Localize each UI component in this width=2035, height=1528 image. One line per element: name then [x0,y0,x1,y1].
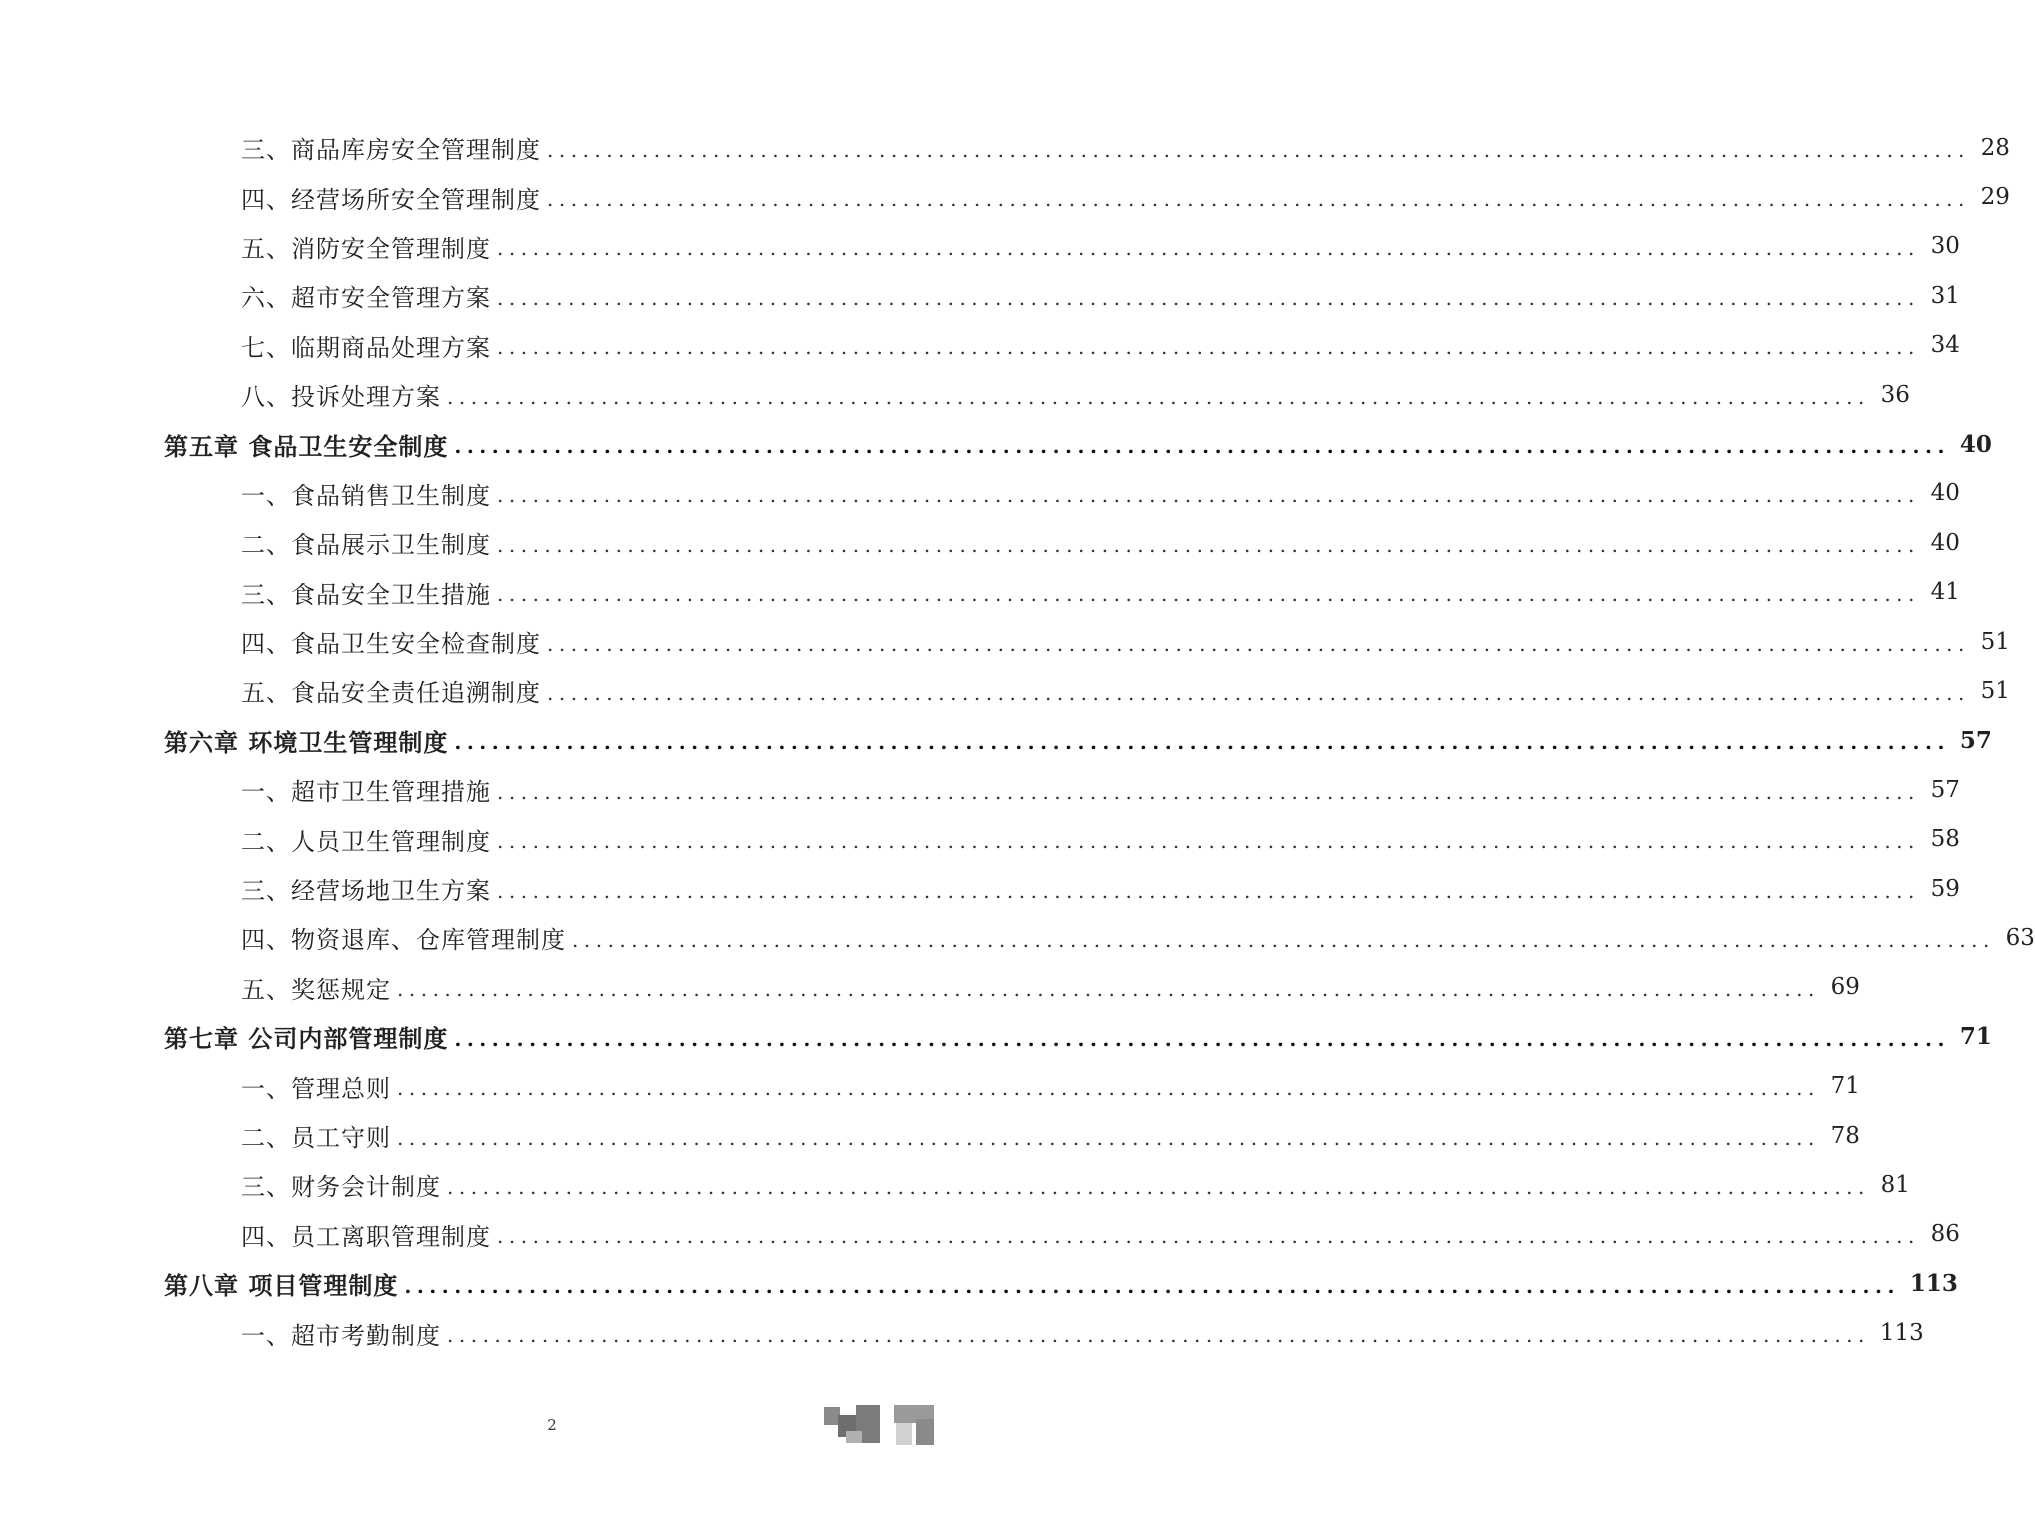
toc-entry-page-number: 69 [1830,974,1860,1001]
toc-entry-title: 三、商品库房安全管理制度 [241,136,541,165]
toc-entry-page-number: 40 [1959,430,1992,458]
toc-entry-title: 五、消防安全管理制度 [241,234,491,263]
toc-entry-page-number: 86 [1930,1221,1960,1248]
toc-dot-leader: ........................................................................................................................ [397,1125,1820,1150]
toc-dot-leader: ........................................................................................................................ [497,1224,1920,1249]
toc-section-entry[interactable] [0,321,1960,370]
toc-section-entry[interactable] [0,518,1960,567]
toc-entry-page-number: 41 [1930,579,1960,606]
toc-entry-page-number: 63 [2005,924,2035,951]
toc-dot-leader: ........................................................................................................................ [454,434,1950,459]
toc-dot-leader: ........................................................................................................................ [497,285,1920,310]
toc-dot-leader: ........................................................................................................................ [447,384,1870,409]
toc-entry-title: 四、员工离职管理制度 [241,1222,491,1251]
toc-dot-leader: ........................................................................................................................ [547,187,1970,212]
toc-entry-title: 八、投诉处理方案 [241,383,441,412]
toc-dot-leader: ........................................................................................................................ [497,335,1920,360]
toc-section-entry[interactable] [0,913,2035,962]
toc-dot-leader: ........................................................................................................................ [454,730,1950,755]
toc-entry-title: 第八章 项目管理制度 [164,1271,399,1301]
toc-dot-leader: ........................................................................................................................ [454,1026,1950,1051]
toc-section-entry[interactable] [0,123,2010,172]
toc-entry-title: 二、员工守则 [241,1124,391,1152]
toc-section-entry[interactable] [0,370,1910,419]
toc-entry-title: 一、超市卫生管理措施 [241,778,491,807]
toc-entry-page-number: 81 [1880,1171,1910,1198]
toc-dot-leader: ........................................................................................................................ [572,927,1995,952]
toc-entry-title: 四、经营场所安全管理制度 [241,185,541,214]
toc-entry-title: 第五章 食品卫生安全制度 [164,431,449,461]
watermark-logo [824,1405,936,1445]
toc-dot-leader: ........................................................................................................................ [447,1323,1870,1348]
toc-entry-title: 七、临期商品处理方案 [241,333,491,362]
toc-entry-title: 第七章 公司内部管理制度 [164,1024,449,1054]
toc-entry-page-number: 51 [1980,677,2010,704]
toc-entry-title: 三、食品安全卫生措施 [241,580,491,609]
toc-section-entry[interactable] [0,765,1960,814]
toc-section-entry[interactable] [0,814,1960,863]
toc-entry-page-number: 58 [1930,826,1960,853]
toc-entry-title: 一、食品销售卫生制度 [241,481,491,510]
toc-entry-page-number: 57 [1930,776,1960,803]
toc-entry-page-number: 71 [1959,1023,1992,1051]
toc-entry-page-number: 51 [1980,628,2010,655]
toc-section-entry[interactable] [0,172,2010,221]
toc-section-entry[interactable] [0,864,1960,913]
toc-entry-title: 五、食品安全责任追溯制度 [241,679,541,708]
toc-section-entry[interactable] [0,666,2010,715]
toc-chapter-entry[interactable] [0,1259,1958,1308]
toc-entry-title: 二、人员卫生管理制度 [241,827,491,856]
toc-entry-title: 四、食品卫生安全检查制度 [241,630,541,659]
toc-chapter-entry[interactable] [0,716,1992,765]
toc-entry-title: 三、财务会计制度 [241,1173,441,1202]
toc-entry-title: 第六章 环境卫生管理制度 [164,727,449,757]
toc-dot-leader: ........................................................................................................................ [497,483,1920,508]
toc-entry-page-number: 29 [1980,184,2010,211]
toc-entry-title: 五、奖惩规定 [241,975,391,1004]
toc-dot-leader: ........................................................................................................................ [497,829,1920,854]
toc-dot-leader: ........................................................................................................................ [547,631,1970,656]
toc-chapter-entry[interactable] [0,1012,1992,1061]
toc-entry-title: 一、超市考勤制度 [241,1321,441,1350]
toc-section-entry[interactable] [0,617,2010,666]
toc-dot-leader: ........................................................................................................................ [547,680,1970,705]
toc-entry-page-number: 30 [1930,233,1960,260]
toc-dot-leader: ........................................................................................................................ [497,532,1920,557]
toc-entry-page-number: 34 [1930,332,1960,359]
toc-entry-page-number: 113 [1909,1270,1958,1298]
toc-section-entry[interactable] [0,1308,1924,1357]
toc-entry-page-number: 36 [1880,381,1910,408]
toc-entry-title: 四、物资退库、仓库管理制度 [241,926,566,955]
toc-entry-page-number: 28 [1980,134,2010,161]
toc-dot-leader: ........................................................................................................................ [447,1174,1870,1199]
toc-section-entry[interactable] [0,469,1960,518]
toc-entry-title: 二、食品展示卫生制度 [241,531,491,560]
toc-section-entry[interactable] [0,1210,1960,1259]
toc-entry-page-number: 40 [1930,480,1960,507]
toc-dot-leader: ........................................................................................................................ [547,137,1970,162]
toc-entry-page-number: 31 [1930,282,1960,309]
toc-entry-title: 六、超市安全管理方案 [241,284,491,313]
toc-dot-leader: ........................................................................................................................ [497,236,1920,261]
toc-entry-title: 三、经营场地卫生方案 [241,877,491,906]
toc-section-entry[interactable] [0,568,1960,617]
toc-entry-title: 一、管理总则 [241,1074,391,1103]
toc-dot-leader: ........................................................................................................................ [404,1273,1900,1298]
toc-entry-page-number: 78 [1830,1122,1860,1149]
toc-section-entry[interactable] [0,222,1960,271]
toc-entry-page-number: 40 [1930,529,1960,556]
toc-entry-page-number: 59 [1930,875,1960,902]
toc-entry-page-number: 113 [1879,1320,1924,1347]
toc-dot-leader: ........................................................................................................................ [497,878,1920,903]
table-of-contents [0,123,2035,1358]
toc-section-entry[interactable] [0,1160,1910,1209]
page-number: 2 [547,1416,557,1434]
toc-section-entry[interactable] [0,271,1960,320]
toc-dot-leader: ........................................................................................................................ [497,779,1920,804]
toc-dot-leader: ........................................................................................................................ [497,582,1920,607]
toc-dot-leader: ........................................................................................................................ [397,977,1820,1002]
toc-chapter-entry[interactable] [0,419,1992,468]
toc-section-entry[interactable] [0,963,1860,1012]
toc-dot-leader: ........................................................................................................................ [397,1076,1820,1101]
toc-section-entry[interactable] [0,1111,1860,1160]
toc-section-entry[interactable] [0,1061,1860,1110]
toc-entry-page-number: 57 [1959,726,1992,754]
toc-entry-page-number: 71 [1830,1073,1860,1100]
